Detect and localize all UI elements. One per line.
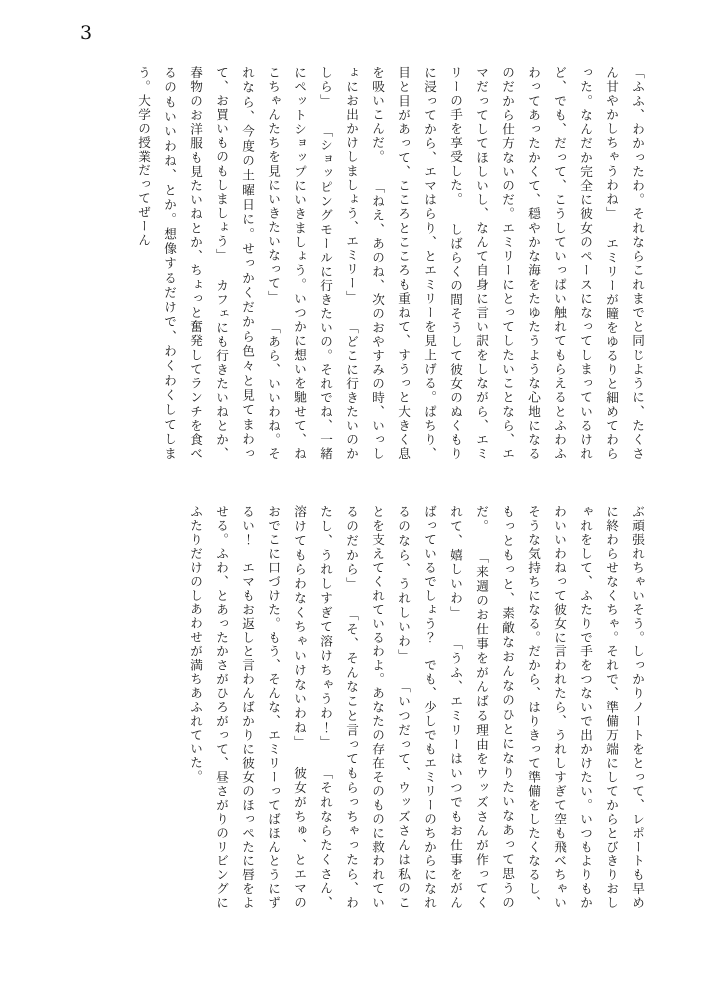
page-number: 3 xyxy=(80,22,93,44)
body-paragraph-upper: 「ふふ、わかったわ。それならこれまでと同じように、たくさん甘やかしちゃうわね」 エミリーが瞳をゆるりと細めてわらった。なんだか完全に彼女のペースになってしまっているけれど、でも、だって、こうしていっぱい触れてもらえるとふわふわってあったかくて、穏やかな海をたゆたうような心地になるのだから仕方ないのだ。エミリーにとってしたいことなら、エマだってしてほしいし、なんて自身に言い訳をしながら、エミリーの手を享受した。 しばらくの間そうして彼女のぬくもりに浸ってから、エマはらり、とエミリーを見上げる。ぱちり、目と目があって、こころとこころも重ねて、すうっと大きく息を吸いこんだ。 「ねえ、あのね、次のおやすみの時、いっしょにお出かけしましょう、エミリー」 「どこに行きたいのかしら」 「ショッピングモールに行きたいの。それでね、一緒にペットショップにいきましょう。いつかに想いを馳せて、ねこちゃんたちを見にいきたいなって」 「あら、いいわね。それなら、今度の土曜日に。せっかくだから色々と見てまわって、お買いものもしましょう」 カフェにも行きたいねとか、春物のお洋服も見たいねとか、ちょっと奮発してランチを食べるのもいいわね、とか。想像するだけで、わくわくしてしまう。大学の授業だってぜーん xyxy=(136,66,645,461)
body-text-upper-block xyxy=(80,66,650,461)
body-text-lower-block xyxy=(80,505,650,910)
body-paragraph-lower: ぶ頑張れちゃいそう。しっかりノートをとって、レポートも早めに終わらせなくちゃ。それで、準備万端にしてからとびきりおしゃれをして、ふたりで手をつないで出かけたい。いつもよりもかわいいわねって彼女に言われたら、うれしすぎて空も飛べちゃいそうな気持ちになる。だから、はりきって準備をしたくなるし、もっともっと、素敵なおんなのひとになりたいなあって思うのだ。 「来週のお仕事をがんばる理由をウッズさんが作ってくれて、嬉しいわ」 「うふ、エミリーはいつでもお仕事をがんばっているでしょう？ でも、少しでもエミリーのちからになれるのなら、うれしいわ」 「いつだって、ウッズさんは私のことを支えてくれているわよ。あなたの存在そのものに救われているのだから」 「そ、そんなこと言ってもらっちゃったら、わたし、うれしすぎて溶けちゃうわ！」 「それならたくさん、溶けてもらわなくちゃいけないわね」 彼女がちゅ、とエマのおでこに口づけた。もう、そんな、エミリーってばほんとうにずるい！ エマもお返しと言わんばかりに彼女のほっぺたに唇をよせる。ふわ、とあったかさがひろがって、昼さがりのリビングにふたりだけのしあわせが満ちあふれていた。 xyxy=(188,505,645,910)
